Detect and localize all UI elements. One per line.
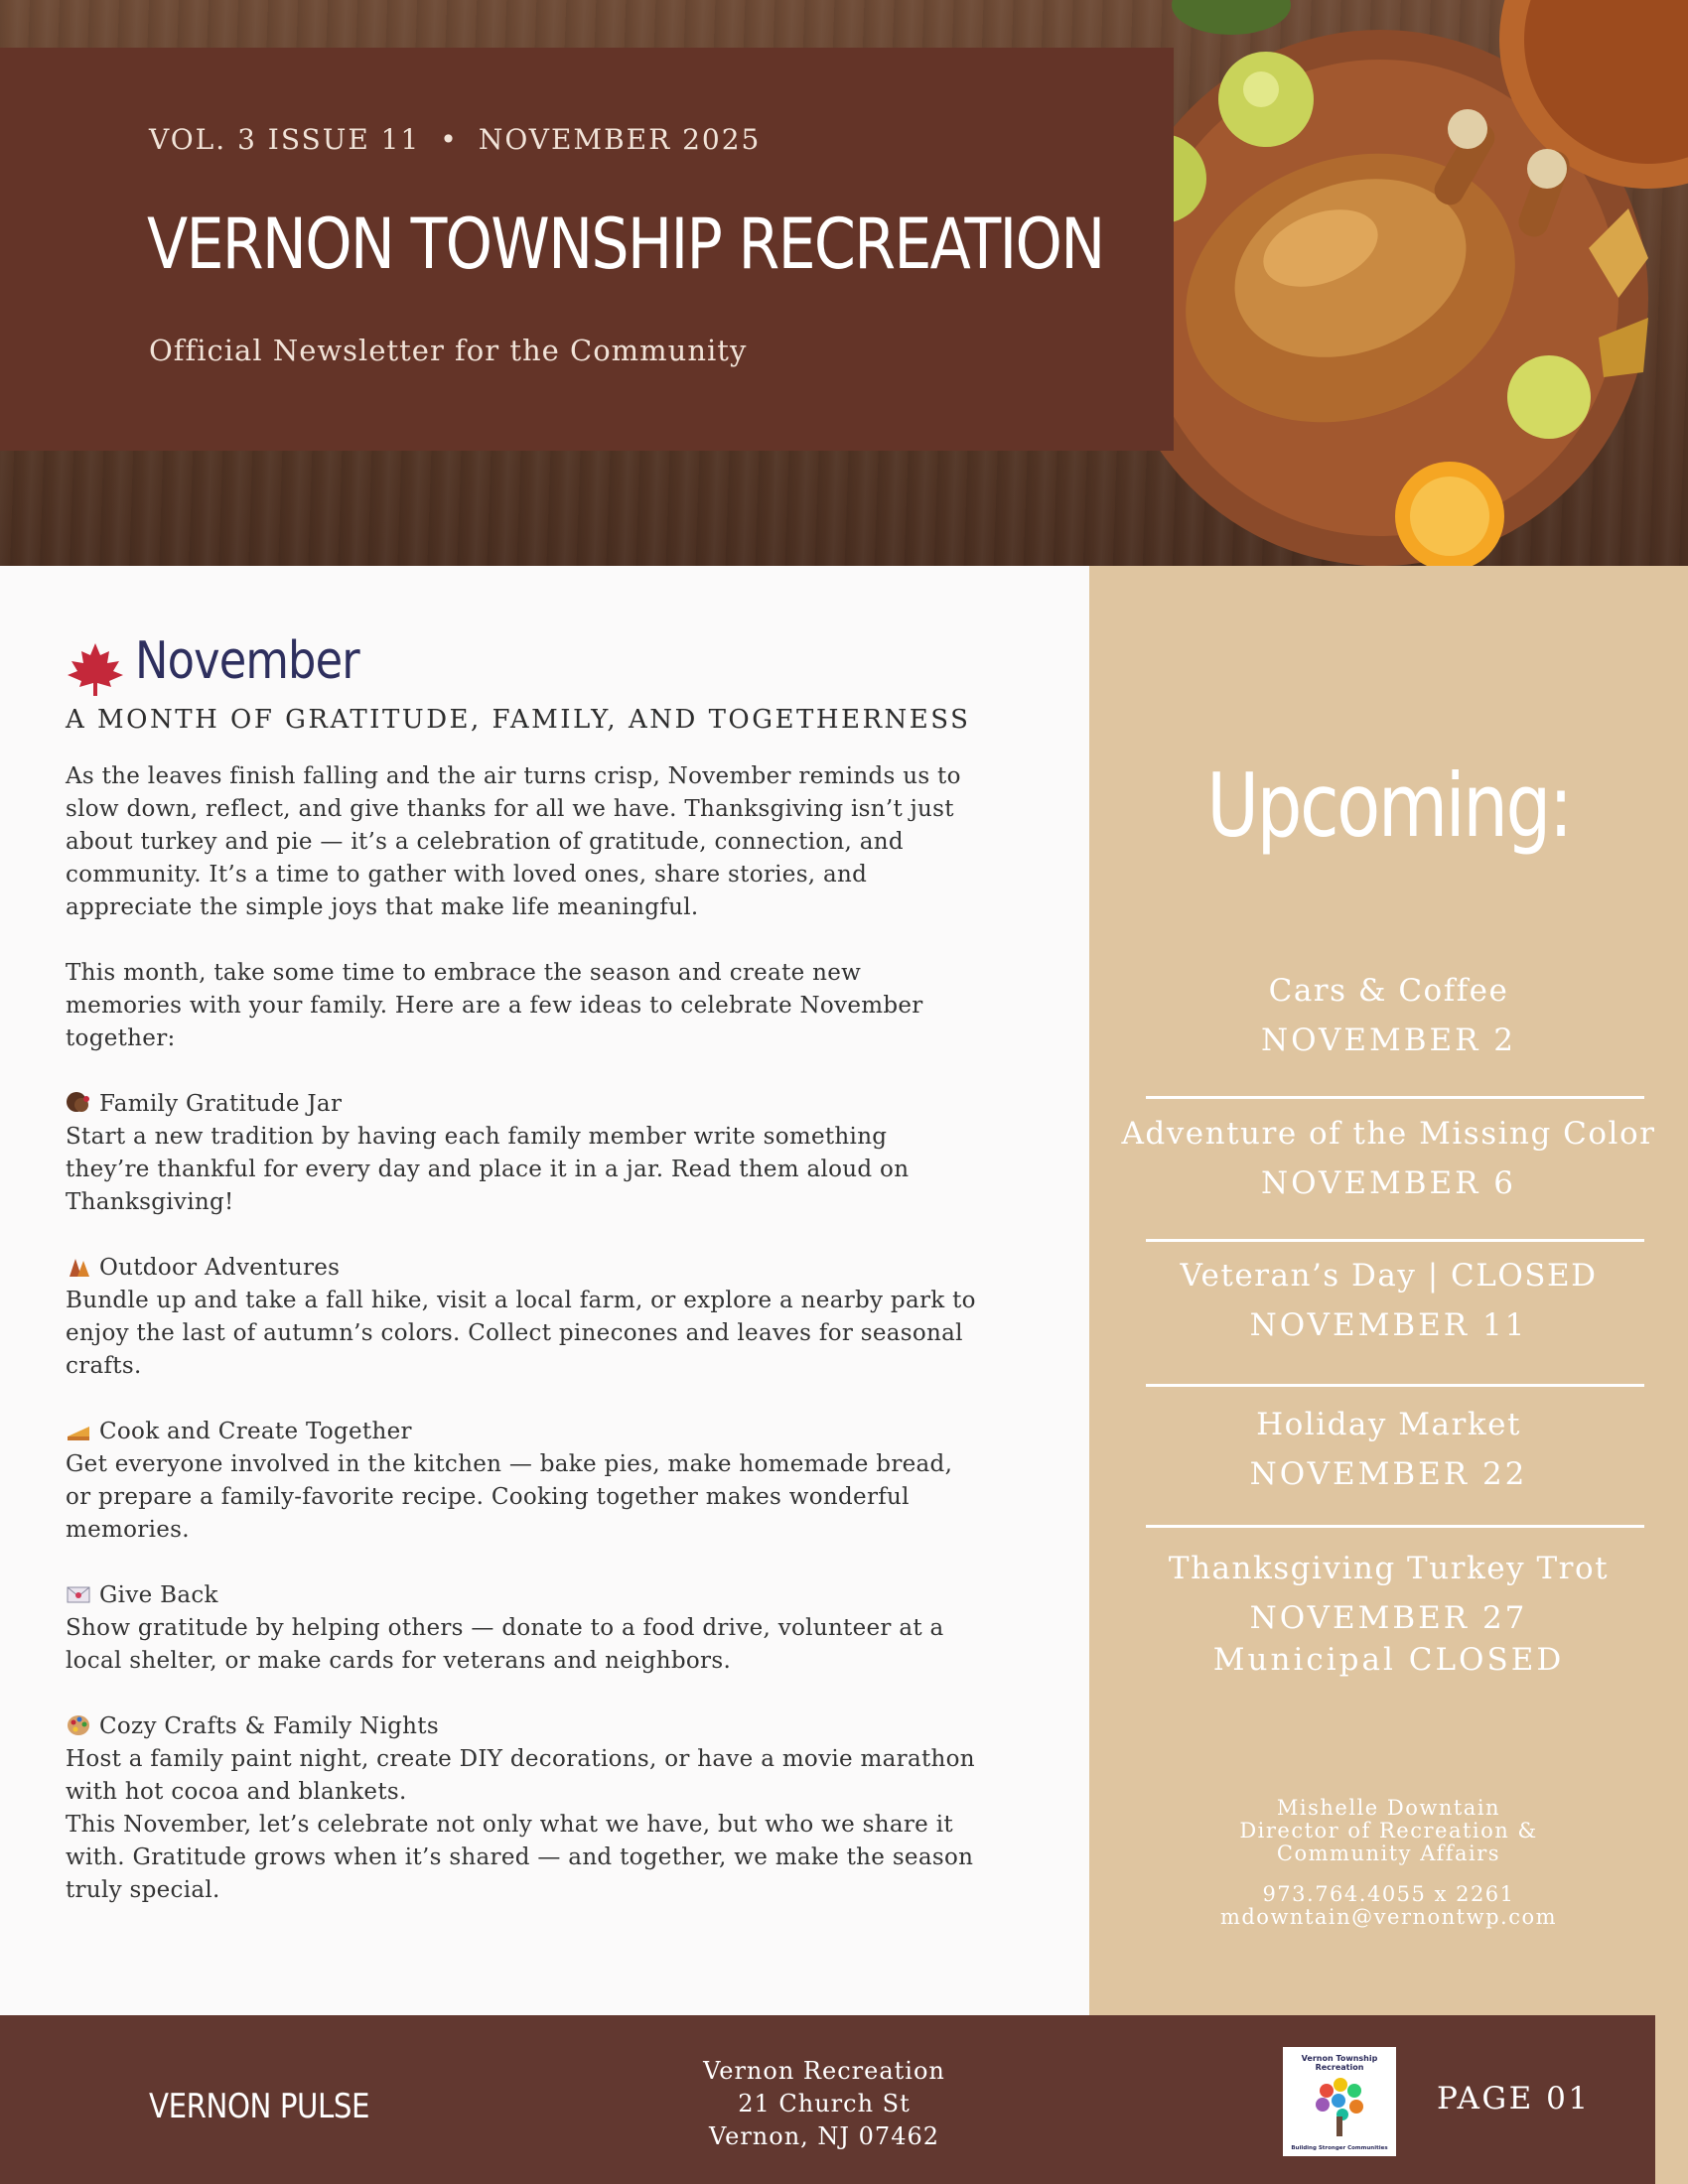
turkey-icon xyxy=(66,1091,91,1115)
footer-brand: VERNON PULSE xyxy=(149,2087,370,2126)
idea-title: Outdoor Adventures xyxy=(99,1255,341,1281)
hero-banner xyxy=(0,0,1688,566)
section-heading xyxy=(66,631,1049,701)
text-line: local shelter, or make cards for veterans and neighbors. xyxy=(66,1648,732,1674)
contact-title: Director of Recreation & xyxy=(1239,1819,1538,1843)
event-note: Municipal CLOSED xyxy=(1212,1642,1565,1678)
address-line: Vernon, NJ 07462 xyxy=(708,2122,940,2150)
text-line: slow down, reflect, and give thanks for all we have. Thanksgiving isn’t just xyxy=(66,796,954,822)
sidebar-footer-edge xyxy=(1655,2015,1688,2184)
volume-issue: VOL. 3 ISSUE 11 xyxy=(149,123,421,156)
divider xyxy=(1146,1096,1644,1099)
event-date: NOVEMBER 27 xyxy=(1249,1600,1528,1636)
issue-line xyxy=(149,123,761,156)
divider xyxy=(1146,1239,1644,1242)
newsletter-title: VERNON TOWNSHIP RECREATION xyxy=(147,204,1104,285)
event-item xyxy=(1089,1403,1688,1496)
footer-address xyxy=(675,2055,973,2153)
contact-email[interactable]: mdowntain@vernontwp.com xyxy=(1219,1905,1558,1929)
event-date: NOVEMBER 6 xyxy=(1260,1165,1517,1201)
address-line: Vernon Recreation xyxy=(703,2057,945,2085)
event-name: Veteran’s Day | CLOSED xyxy=(1180,1258,1598,1294)
love-letter-icon xyxy=(66,1582,91,1606)
text-line: Get everyone involved in the kitchen — bake pies, make homemade bread, xyxy=(66,1451,953,1477)
logo-text: Vernon Township xyxy=(1301,2054,1378,2063)
text-line: crafts. xyxy=(66,1353,142,1379)
text-line: Show gratitude by helping others — donate to a food drive, volunteer at a xyxy=(66,1615,944,1641)
leaves-icon xyxy=(66,1255,91,1279)
lead-paragraph xyxy=(66,957,1049,1055)
text-line: memories with your family. Here are a few ideas to celebrate November xyxy=(66,993,923,1019)
logo-text: Recreation xyxy=(1315,2063,1364,2072)
divider xyxy=(1146,1384,1644,1387)
idea-outdoor-adventures xyxy=(66,1252,1049,1383)
section-title: November xyxy=(135,631,359,691)
text-line: Bundle up and take a fall hike, visit a local farm, or explore a nearby park to xyxy=(66,1288,976,1313)
footer xyxy=(0,2015,1655,2184)
text-line: Start a new tradition by having each family member write something xyxy=(66,1124,888,1150)
event-item xyxy=(1089,1254,1688,1347)
event-name: Adventure of the Missing Color xyxy=(1121,1116,1656,1152)
event-name: Cars & Coffee xyxy=(1268,973,1509,1009)
recreation-logo xyxy=(1283,2047,1396,2156)
tree-logo-icon xyxy=(1283,2047,1396,2156)
upcoming-title: Upcoming: xyxy=(1206,754,1571,857)
text-line: appreciate the simple joys that make life meaningful. xyxy=(66,894,699,920)
text-line: with. Gratitude grows when it’s shared — and together, we make the season xyxy=(66,1844,974,1870)
idea-cozy-crafts xyxy=(66,1710,1049,1907)
apple xyxy=(1507,355,1591,439)
page-number: PAGE 01 xyxy=(1437,2081,1591,2116)
text-line: or prepare a family-favorite recipe. Cooking together makes wonderful xyxy=(66,1484,910,1510)
maple-leaf-icon xyxy=(66,641,125,697)
contact-title: Community Affairs xyxy=(1276,1842,1501,1865)
text-line: Host a family paint night, create DIY decorations, or have a movie marathon xyxy=(66,1746,975,1772)
event-name: Holiday Market xyxy=(1256,1407,1521,1442)
article xyxy=(66,631,1049,1907)
text-line: As the leaves finish falling and the air turns crisp, November reminds us to xyxy=(66,763,961,789)
intro-paragraph xyxy=(66,760,1049,924)
idea-give-back xyxy=(66,1579,1049,1678)
idea-gratitude-jar xyxy=(66,1088,1049,1219)
idea-title: Cook and Create Together xyxy=(99,1419,412,1444)
separator-dot: • xyxy=(440,123,459,156)
newsletter-subtitle: Official Newsletter for the Community xyxy=(149,334,748,367)
contact-info xyxy=(1089,1797,1688,1929)
greens xyxy=(1172,0,1291,35)
issue-date: NOVEMBER 2025 xyxy=(478,123,762,156)
address-line: 21 Church St xyxy=(738,2090,911,2117)
text-line: with hot cocoa and blankets. xyxy=(66,1779,407,1805)
idea-title: Cozy Crafts & Family Nights xyxy=(99,1713,439,1739)
idea-title: Family Gratitude Jar xyxy=(99,1091,343,1117)
contact-name: Mishelle Downtain xyxy=(1276,1796,1501,1820)
text-line: community. It’s a time to gather with loved ones, share stories, and xyxy=(66,862,868,887)
upcoming-sidebar xyxy=(1089,566,1688,2015)
text-line: Thanksgiving! xyxy=(66,1189,234,1215)
section-tagline: A MONTH OF GRATITUDE, FAMILY, AND TOGETHERNESS xyxy=(66,705,971,735)
event-date: NOVEMBER 22 xyxy=(1249,1456,1528,1492)
text-line: enjoy the last of autumn’s colors. Collect pinecones and leaves for seasonal xyxy=(66,1320,963,1346)
text-line: together: xyxy=(66,1025,176,1051)
event-name: Thanksgiving Turkey Trot xyxy=(1168,1551,1610,1586)
event-item xyxy=(1089,969,1688,1062)
text-line: memories. xyxy=(66,1517,190,1543)
palette-icon xyxy=(66,1713,91,1737)
logo-text: Building Stronger Communities xyxy=(1291,2145,1388,2151)
idea-title: Give Back xyxy=(99,1582,218,1608)
text-line: truly special. xyxy=(66,1877,220,1903)
text-line: they’re thankful for every day and place it in a jar. Read them aloud on xyxy=(66,1157,910,1182)
thanksgiving-food-photo xyxy=(1122,0,1688,566)
text-line: This month, take some time to embrace the season and create new xyxy=(66,960,862,986)
event-date: NOVEMBER 2 xyxy=(1260,1023,1517,1058)
pie-icon xyxy=(66,1419,91,1442)
text-line: about turkey and pie — it’s a celebration of gratitude, connection, and xyxy=(66,829,904,855)
text-line: This November, let’s celebrate not only what we have, but who we share it xyxy=(66,1812,953,1838)
contact-phone[interactable]: 973.764.4055 x 2261 xyxy=(1262,1882,1515,1906)
idea-cook-together xyxy=(66,1416,1049,1547)
event-item xyxy=(1089,1547,1688,1680)
event-item xyxy=(1089,1112,1688,1205)
event-date: NOVEMBER 11 xyxy=(1249,1307,1528,1343)
divider xyxy=(1146,1525,1644,1528)
